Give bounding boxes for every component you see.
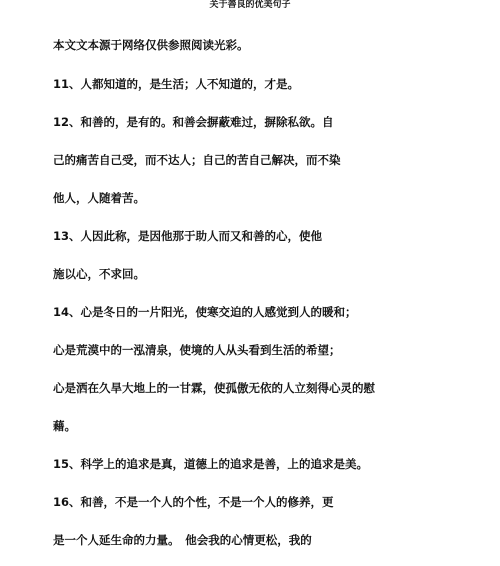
text-line: 14、心是冬日的一片阳光，使寒交迫的人感觉到人的暖和； <box>53 305 357 319</box>
text-line: 是一个人延生命的力量。 他会我的心情更松，我的 <box>53 533 312 547</box>
text-line: 15、科学上的追求是真，道德上的追求是善，上的追求是美。 <box>53 457 369 471</box>
text-line: 本文文本源于网络仅供参照阅读光彩。 <box>53 38 249 52</box>
text-line: 他人，人随着苦。 <box>53 191 145 205</box>
text-line: 施以心，不求回。 <box>53 267 145 281</box>
text-line: 13、人因此称，是因他那于助人而又和善的心，使他 <box>53 229 323 243</box>
text-line: 己的痛苦自己受，而不达人；自己的苦自己解决，而不染 <box>53 153 341 167</box>
text-line: 12、和善的，是有的。和善会摒蔽难过，摒除私欲。自 <box>53 115 334 129</box>
text-line: 16、和善，不是一个人的个性，不是一个人的修养，更 <box>53 495 334 509</box>
text-line: 藉。 <box>53 419 76 433</box>
text-line: 心是洒在久旱大地上的一甘霖，使孤傲无依的人立刻得心灵的慰 <box>53 381 375 395</box>
text-line: 11、人都知道的，是生活；人不知道的，才是。 <box>53 77 300 91</box>
text-line: 心是荒漠中的一泓清泉，使境的人从头看到生活的希望； <box>53 343 341 357</box>
document-title: 关于善良的优美句子 <box>209 0 291 10</box>
